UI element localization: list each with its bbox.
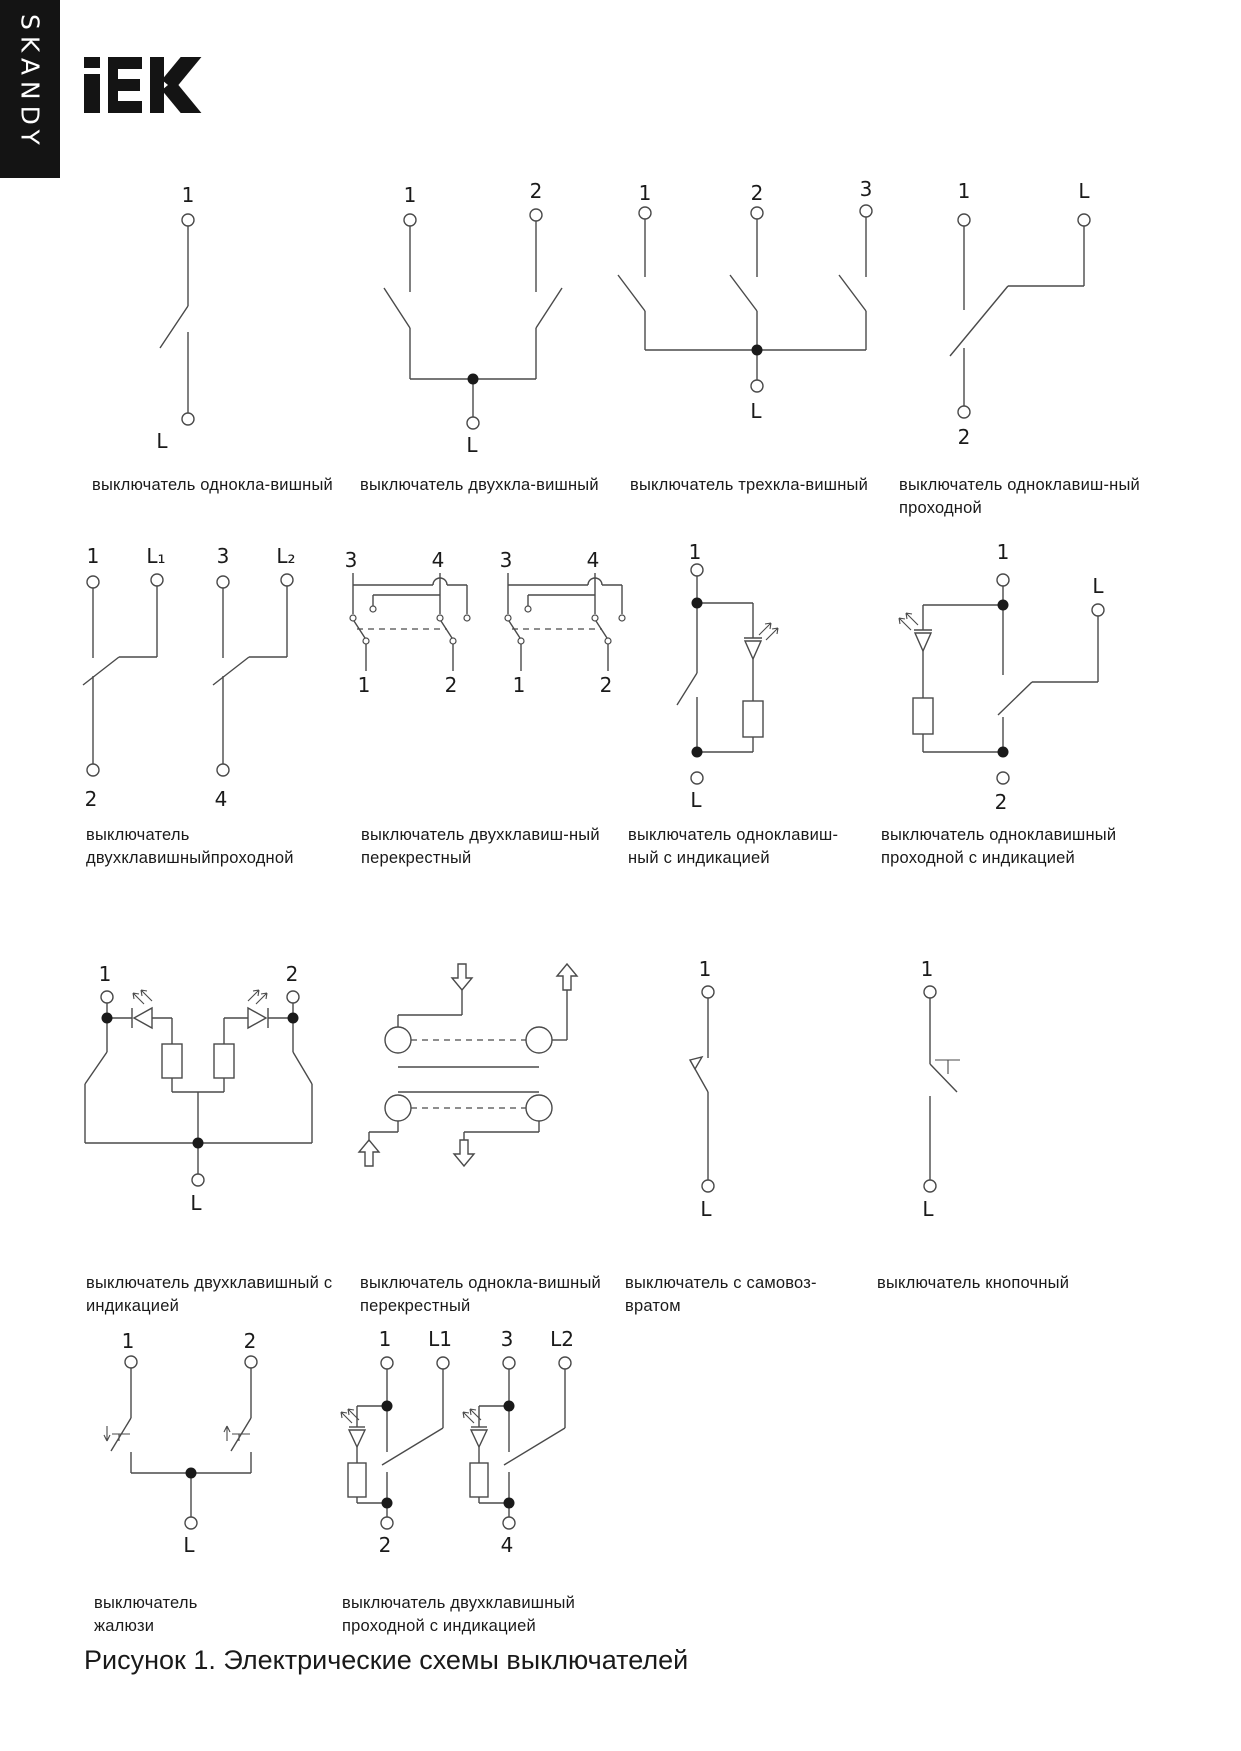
contact (518, 638, 524, 644)
caption-line: перекрестный (360, 1297, 471, 1315)
terminal (182, 413, 194, 425)
contact-node (526, 1027, 552, 1053)
wires (384, 221, 562, 417)
junction-dot (288, 1013, 299, 1024)
terminal-label: 3 (500, 1327, 514, 1351)
terminal (639, 207, 651, 219)
resistor (743, 701, 763, 737)
junction-dot (998, 747, 1009, 758)
terminal (691, 564, 703, 576)
caption-two-gang-crossover (361, 824, 600, 870)
push-actuator-symbol (935, 1060, 960, 1074)
terminal-label: L (183, 1533, 195, 1557)
terminal-label: 1 (357, 673, 371, 697)
junction-dot (504, 1401, 515, 1412)
caption-line: проходной с индикацией (342, 1617, 536, 1635)
contact (450, 638, 456, 644)
contact (370, 606, 376, 612)
terminal (101, 991, 113, 1003)
diagram-one-gang-switch (130, 180, 250, 455)
caption-self-return (625, 1272, 817, 1318)
resistor (913, 698, 933, 734)
terminal (702, 986, 714, 998)
terminal (530, 209, 542, 221)
terminal-label: L1 (428, 1327, 452, 1351)
contact (363, 638, 369, 644)
caption-one-gang-two-way-indicator (881, 824, 1116, 870)
terminal (381, 1357, 393, 1369)
caption-line: выключатель однокла-вишный (92, 476, 333, 494)
junction-dot (752, 345, 763, 356)
terminal-label: L (700, 1197, 712, 1221)
diagram-self-return-switch (660, 957, 760, 1222)
terminal-label: 1 (403, 183, 417, 207)
caption-two-gang-two-way-indicator (342, 1592, 575, 1638)
junction-dot (692, 598, 703, 609)
caption-two-gang (360, 474, 599, 497)
caption-line: выключатель (86, 826, 190, 844)
caption-line: выключатель двухклавишный (342, 1594, 576, 1612)
terminal-label: 1 (86, 544, 100, 568)
caption-line: выключатель однокла-вишный (360, 1274, 601, 1292)
terminal-label: 2 (957, 425, 971, 449)
led-emission-arrows (248, 990, 267, 1004)
caption-line: выключатель одноклавиш-ный (899, 476, 1140, 494)
wires (690, 998, 708, 1180)
caption-one-gang (92, 474, 333, 497)
terminal (87, 764, 99, 776)
diagram-two-gang-switch (350, 180, 595, 470)
terminal-label: 2 (84, 787, 98, 811)
terminal-label: 2 (285, 962, 299, 986)
caption-line: вратом (625, 1297, 681, 1315)
terminal-label: 3 (344, 548, 358, 572)
contact (350, 615, 356, 621)
terminal (245, 1356, 257, 1368)
terminal-label: L2 (550, 1327, 574, 1351)
diagram-two-gang-two-way-switch (70, 545, 320, 813)
junction-dot (998, 600, 1009, 611)
contact (464, 615, 470, 621)
led-emission-arrows (899, 613, 918, 630)
led-indicator (745, 641, 761, 659)
terminal-label: 1 (121, 1329, 135, 1353)
junction-dot (186, 1468, 197, 1479)
caption-line: выключатель двухклавишный с (86, 1274, 333, 1292)
caption-line: ный с индикацией (628, 849, 770, 867)
up-button-symbol (224, 1426, 250, 1441)
terminal-label: 2 (378, 1533, 392, 1557)
resistor (470, 1463, 488, 1497)
led-emission-arrows (341, 1409, 359, 1423)
junction-dot (468, 374, 479, 385)
wires (83, 586, 287, 764)
terminal-label: 1 (698, 957, 712, 981)
terminal-label: 4 (214, 787, 228, 811)
diagram-one-gang-two-way-switch (930, 178, 1120, 473)
diagram-two-gang-two-way-switch-with-indicator (300, 1327, 610, 1565)
caption-two-gang-two-way (86, 824, 294, 870)
junction-dot (382, 1401, 393, 1412)
terminal-label: 2 (529, 179, 543, 203)
logo-glyphs (84, 57, 196, 113)
terminal (287, 991, 299, 1003)
caption-three-gang (630, 474, 868, 497)
terminal-label: L₂ (276, 544, 296, 568)
contact (525, 606, 531, 612)
terminal (151, 574, 163, 586)
terminal (860, 205, 872, 217)
caption-line: выключатель одноклавиш- (628, 826, 839, 844)
contact (619, 615, 625, 621)
caption-two-gang-indicator (86, 1272, 332, 1318)
led-indicator (471, 1430, 487, 1447)
terminal-label: 1 (957, 179, 971, 203)
terminal (381, 1517, 393, 1529)
terminal (503, 1517, 515, 1529)
series-name: SKANDY (15, 14, 45, 151)
terminal (437, 1357, 449, 1369)
terminal-label: L (1092, 574, 1104, 598)
terminal (217, 576, 229, 588)
terminal (87, 576, 99, 588)
caption-push-button (877, 1272, 1069, 1295)
wires (618, 217, 866, 380)
resistor (348, 1463, 366, 1497)
led-indicator (134, 1008, 152, 1028)
caption-line: индикацией (86, 1297, 179, 1315)
terminal (958, 406, 970, 418)
terminal (182, 214, 194, 226)
terminal (185, 1517, 197, 1529)
caption-one-gang-crossover (360, 1272, 601, 1318)
terminal (997, 574, 1009, 586)
terminal-label: 2 (599, 673, 613, 697)
wires (950, 226, 1084, 406)
resistor (214, 1044, 234, 1078)
diagram-one-gang-crossover-switch (340, 960, 600, 1178)
terminal (192, 1174, 204, 1186)
terminal-label: 2 (243, 1329, 257, 1353)
wires (353, 573, 467, 671)
down-arrow-icon (452, 964, 472, 990)
terminal-label: 1 (512, 673, 526, 697)
terminal (702, 1180, 714, 1192)
terminal-label: 2 (444, 673, 458, 697)
down-button-symbol (104, 1426, 130, 1441)
terminal (1078, 214, 1090, 226)
led-indicator (915, 633, 931, 651)
diagram-two-gang-crossover-switch (335, 545, 635, 700)
terminal-label: 4 (586, 548, 600, 572)
terminal-label: 3 (499, 548, 513, 572)
caption-line: жалюзи (94, 1617, 155, 1635)
terminal (467, 417, 479, 429)
caption-line: проходной с индикацией (881, 849, 1075, 867)
contact-node (385, 1095, 411, 1121)
terminal (503, 1357, 515, 1369)
contact (592, 615, 598, 621)
diagram-one-gang-two-way-switch-with-indicator (880, 540, 1130, 817)
junction-dot (504, 1498, 515, 1509)
terminal-label: 2 (750, 181, 764, 205)
junction-dot (692, 747, 703, 758)
figure-caption: Рисунок 1. Электрические схемы выключателей (84, 1645, 689, 1675)
junction-dot (193, 1138, 204, 1149)
caption-line: двухклавишныйпроходной (86, 849, 294, 867)
wires (111, 1368, 251, 1517)
terminal-label: 3 (216, 544, 230, 568)
contact (437, 615, 443, 621)
junction-dot (102, 1013, 113, 1024)
wires (930, 998, 957, 1180)
contact-node (385, 1027, 411, 1053)
caption-line: выключатель двухкла-вишный (360, 476, 599, 494)
terminal-label: 2 (994, 790, 1008, 814)
led-indicator (349, 1430, 365, 1447)
terminal-label: 3 (859, 177, 873, 201)
caption-line: выключатель двухклавиш-ный (361, 826, 600, 844)
terminal (751, 380, 763, 392)
terminal-label: L (156, 429, 168, 453)
series-banner (0, 0, 60, 178)
diagram-three-gang-switch (600, 177, 900, 440)
terminal (125, 1356, 137, 1368)
caption-shutter (94, 1592, 198, 1638)
diagram-two-gang-switch-with-indicator (60, 960, 360, 1218)
terminal (1092, 604, 1104, 616)
spring-return-symbol (690, 1057, 702, 1069)
contact (605, 638, 611, 644)
terminal-label: L (466, 433, 478, 457)
down-arrow-icon (454, 1140, 474, 1166)
caption-line: проходной (899, 499, 982, 517)
caption-one-gang-two-way (899, 474, 1140, 520)
junction-dot (382, 1498, 393, 1509)
caption-line: выключатель (94, 1594, 198, 1612)
terminal-label: L (690, 788, 702, 812)
led-emission-arrows (133, 990, 152, 1004)
contact (505, 615, 511, 621)
caption-line: выключатель с самовоз- (625, 1274, 817, 1292)
led-emission-arrows (463, 1409, 481, 1423)
resistor (162, 1044, 182, 1078)
terminal (217, 764, 229, 776)
terminal-label: L (1078, 179, 1090, 203)
wires (914, 586, 1098, 752)
caption-line: выключатель кнопочный (877, 1274, 1070, 1292)
up-arrow-icon (557, 964, 577, 990)
terminal (404, 214, 416, 226)
terminal (997, 772, 1009, 784)
terminal (751, 207, 763, 219)
terminal-label: 1 (98, 962, 112, 986)
terminal (281, 574, 293, 586)
terminal (559, 1357, 571, 1369)
up-arrow-icon (359, 1140, 379, 1166)
diagram-shutter-switch (100, 1330, 290, 1565)
caption-line: выключатель одноклавишный (881, 826, 1117, 844)
wires (508, 573, 622, 671)
terminal (924, 986, 936, 998)
terminal (924, 1180, 936, 1192)
terminal-label: 1 (638, 181, 652, 205)
terminal-label: 1 (181, 183, 195, 207)
wires (160, 226, 188, 413)
iek-logo (84, 57, 206, 113)
diagram-push-button-switch (870, 957, 980, 1222)
wires (349, 1369, 443, 1517)
caption-line: перекрестный (361, 849, 472, 867)
wires (677, 576, 762, 752)
wires (471, 1369, 565, 1517)
caption-one-gang-indicator (628, 824, 838, 870)
terminal-label: L (922, 1197, 934, 1221)
terminal-label: 4 (500, 1533, 514, 1557)
led-indicator (248, 1008, 266, 1028)
terminal-label: 1 (996, 540, 1010, 564)
terminal-label: L (190, 1191, 202, 1215)
terminal-label: 1 (920, 957, 934, 981)
contact-node (526, 1095, 552, 1121)
terminal-label: L₁ (146, 544, 166, 568)
terminal-label: 4 (431, 548, 445, 572)
terminal-label: 1 (688, 540, 702, 564)
diagram-one-gang-switch-with-indicator (660, 540, 800, 817)
terminal-label: 1 (378, 1327, 392, 1351)
caption-line: выключатель трехкла-вишный (630, 476, 868, 494)
terminal (958, 214, 970, 226)
terminal (691, 772, 703, 784)
terminal-label: L (750, 399, 762, 423)
